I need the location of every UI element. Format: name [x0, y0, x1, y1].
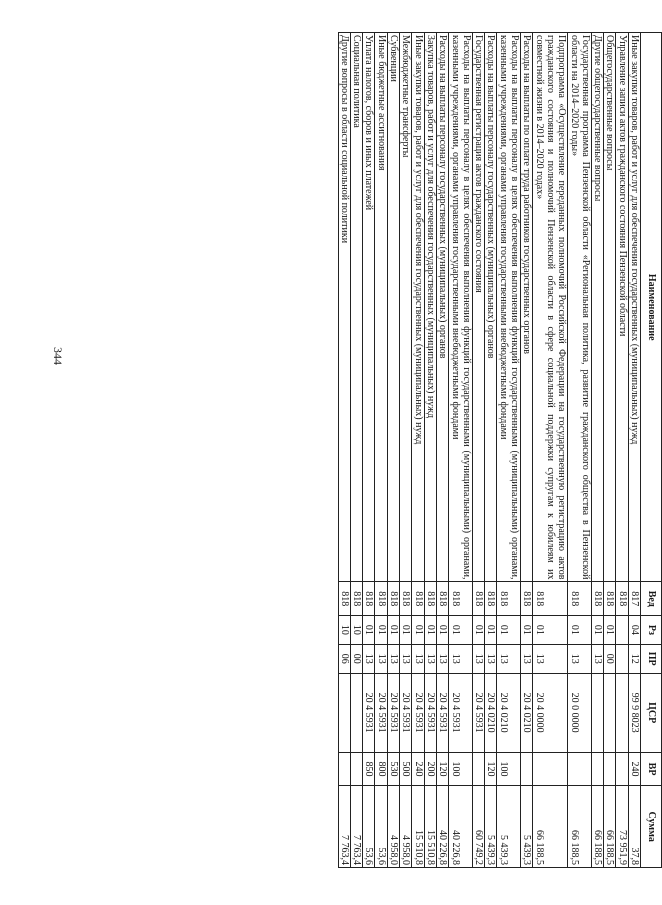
cell-rz: 01	[521, 616, 533, 645]
cell-csr: 20 0 0000	[568, 673, 592, 752]
cell-csr: 20 4 5931	[387, 673, 399, 752]
cell-ved: 818	[436, 582, 448, 616]
table-row	[412, 33, 424, 868]
table-row	[387, 33, 399, 868]
table-row	[375, 33, 387, 868]
cell-rz: 01	[604, 616, 616, 645]
cell-pr: 13	[533, 644, 568, 673]
cell-vr	[591, 752, 603, 786]
cell-vr: 120	[436, 752, 448, 786]
cell-vr	[521, 752, 533, 786]
cell-pr	[616, 644, 628, 673]
table-row	[350, 33, 362, 868]
table-row	[628, 33, 640, 868]
cell-pr: 13	[485, 644, 497, 673]
cell-name: Другие вопросы в области социальной политики	[338, 33, 350, 582]
header-pr: ПР	[641, 644, 662, 673]
cell-vr: 240	[412, 752, 424, 786]
table-row	[521, 33, 533, 868]
table-row	[472, 33, 484, 868]
cell-sum: 7 763,4	[350, 786, 362, 868]
cell-ved: 818	[604, 582, 616, 616]
table-row	[363, 33, 375, 868]
cell-csr	[604, 673, 616, 752]
cell-ved: 818	[338, 582, 350, 616]
cell-vr: 100	[497, 752, 521, 786]
cell-vr	[568, 752, 592, 786]
cell-vr: 100	[449, 752, 473, 786]
header-rz: Рз	[641, 616, 662, 645]
cell-rz: 01	[412, 616, 424, 645]
cell-pr: 00	[350, 644, 362, 673]
cell-sum: 40 226,8	[436, 786, 448, 868]
cell-pr: 06	[338, 644, 350, 673]
cell-csr: 20 4 0000	[533, 673, 568, 752]
cell-pr: 13	[424, 644, 436, 673]
cell-ved: 818	[424, 582, 436, 616]
cell-name: Межбюджетные трансферты	[400, 33, 412, 582]
rotated-page	[78, 32, 662, 868]
header-csr: ЦСР	[641, 673, 662, 752]
cell-ved: 817	[628, 582, 640, 616]
cell-csr: 20 4 5931	[363, 673, 375, 752]
cell-pr: 13	[363, 644, 375, 673]
cell-sum: 5 439,3	[485, 786, 497, 868]
table-row	[400, 33, 412, 868]
cell-name: Субвенции	[387, 33, 399, 582]
cell-pr: 13	[387, 644, 399, 673]
cell-pr: 13	[591, 644, 603, 673]
cell-vr: 120	[485, 752, 497, 786]
cell-rz: 10	[350, 616, 362, 645]
table-row	[533, 33, 568, 868]
cell-sum: 66 188,5	[604, 786, 616, 868]
cell-name: Закупка товаров, работ и услуг для обеспечения государственных (муниципальных) нужд	[424, 33, 436, 582]
cell-rz: 01	[387, 616, 399, 645]
table-header-row	[641, 33, 662, 868]
cell-name: Расходы на выплаты по оплате труда работников государственных органов	[521, 33, 533, 582]
cell-csr	[350, 673, 362, 752]
cell-ved: 818	[485, 582, 497, 616]
table-row	[568, 33, 592, 868]
cell-csr: 20 4 5931	[424, 673, 436, 752]
cell-name: Расходы на выплаты персоналу государственных (муниципальных) органов	[436, 33, 448, 582]
cell-vr	[533, 752, 568, 786]
cell-name: Расходы на выплаты персоналу государственных (муниципальных) органов	[485, 33, 497, 582]
cell-vr: 200	[424, 752, 436, 786]
header-name: Наименование	[641, 33, 662, 582]
cell-sum: 5 439,3	[521, 786, 533, 868]
cell-name: Государственная регистрация актов гражданского состояния	[472, 33, 484, 582]
cell-ved: 818	[363, 582, 375, 616]
cell-name: Государственная программа Пензенской области «Региональная политика, развитие гражданского общества в Пензенской области на 2014–2020 годы»	[568, 33, 592, 582]
cell-rz: 01	[375, 616, 387, 645]
cell-sum: 40 226,8	[449, 786, 473, 868]
cell-rz: 01	[363, 616, 375, 645]
cell-rz: 01	[472, 616, 484, 645]
budget-table	[338, 32, 662, 868]
table-row	[497, 33, 521, 868]
cell-name: Расходы на выплаты персоналу в целях обеспечения выполнения функций государственными (муниципальными) органами, казенными учреждениями, органами управления государственными внебюджетными фондами	[449, 33, 473, 582]
cell-name: Управление записи актов гражданского состояния Пензенской области	[616, 33, 628, 582]
table-row	[616, 33, 628, 868]
cell-vr	[338, 752, 350, 786]
cell-ved: 818	[616, 582, 628, 616]
cell-sum: 4 958,0	[387, 786, 399, 868]
cell-ved: 818	[387, 582, 399, 616]
cell-vr	[472, 752, 484, 786]
cell-pr: 13	[449, 644, 473, 673]
cell-sum: 73 951,9	[616, 786, 628, 868]
cell-sum: 60 749,2	[472, 786, 484, 868]
cell-ved: 818	[412, 582, 424, 616]
header-ved: Вед	[641, 582, 662, 616]
cell-csr: 20 4 0210	[497, 673, 521, 752]
cell-sum: 66 188,5	[533, 786, 568, 868]
cell-pr: 13	[412, 644, 424, 673]
cell-ved: 818	[449, 582, 473, 616]
cell-pr: 00	[604, 644, 616, 673]
cell-ved: 818	[591, 582, 603, 616]
cell-name: Другие общегосударственные вопросы	[591, 33, 603, 582]
cell-csr	[338, 673, 350, 752]
cell-ved: 818	[568, 582, 592, 616]
cell-sum: 15 510,8	[424, 786, 436, 868]
cell-sum: 66 188,5	[591, 786, 603, 868]
table-row	[338, 33, 350, 868]
table-body	[338, 33, 640, 868]
cell-sum: 7 763,4	[338, 786, 350, 868]
cell-rz: 10	[338, 616, 350, 645]
cell-sum: 15 510,8	[412, 786, 424, 868]
page-number: 344	[51, 347, 66, 365]
cell-rz: 04	[628, 616, 640, 645]
cell-ved: 818	[533, 582, 568, 616]
cell-sum: 4 958,0	[400, 786, 412, 868]
cell-sum: 53,6	[363, 786, 375, 868]
cell-vr: 530	[387, 752, 399, 786]
cell-ved: 818	[375, 582, 387, 616]
cell-rz: 01	[436, 616, 448, 645]
cell-name: Иные закупки товаров, работ и услуг для обеспечения государственных (муниципальных) нужд	[412, 33, 424, 582]
cell-pr: 13	[375, 644, 387, 673]
cell-csr: 20 4 5931	[449, 673, 473, 752]
cell-csr: 20 4 0210	[485, 673, 497, 752]
table-row	[604, 33, 616, 868]
cell-rz: 01	[449, 616, 473, 645]
cell-csr: 20 4 5931	[472, 673, 484, 752]
cell-name: Иные бюджетные ассигнования	[375, 33, 387, 582]
cell-csr: 20 4 5931	[375, 673, 387, 752]
cell-name: Уплата налогов, сборов и иных платежей	[363, 33, 375, 582]
cell-csr: 20 4 5931	[400, 673, 412, 752]
cell-pr: 12	[628, 644, 640, 673]
cell-name: Социальная политика	[350, 33, 362, 582]
cell-vr: 500	[400, 752, 412, 786]
cell-vr: 800	[375, 752, 387, 786]
cell-sum: 37,8	[628, 786, 640, 868]
header-vr: ВР	[641, 752, 662, 786]
cell-name: Иные закупки товаров, работ и услуг для обеспечения государственных (муниципальных) нужд	[628, 33, 640, 582]
table-row	[449, 33, 473, 868]
cell-name: Подпрограмма «Осуществление переданных полномочий Российской Федерации на государственную регистрацию актов гражданского состояния и полномочий Пензенской области в сфере социальной поддержки супругам к юбилеям их совместной жизни в 2014–2020 годах»	[533, 33, 568, 582]
cell-name: Расходы на выплаты персоналу в целях обеспечения выполнения функций государственными (муниципальными) органами, казенными учреждениями, органами управления государственными внебюджетными фондами	[497, 33, 521, 582]
cell-rz: 01	[533, 616, 568, 645]
cell-vr: 850	[363, 752, 375, 786]
table-row	[485, 33, 497, 868]
cell-rz: 01	[400, 616, 412, 645]
cell-pr: 13	[436, 644, 448, 673]
cell-csr: 20 4 5931	[412, 673, 424, 752]
cell-rz: 01	[424, 616, 436, 645]
cell-pr: 13	[497, 644, 521, 673]
cell-pr: 13	[472, 644, 484, 673]
cell-csr: 20 4 5931	[436, 673, 448, 752]
table-row	[436, 33, 448, 868]
cell-vr	[350, 752, 362, 786]
cell-pr: 13	[521, 644, 533, 673]
cell-rz: 01	[485, 616, 497, 645]
table-row	[591, 33, 603, 868]
cell-pr: 13	[568, 644, 592, 673]
cell-vr: 240	[628, 752, 640, 786]
cell-csr: 99 9 8023	[628, 673, 640, 752]
table-row	[424, 33, 436, 868]
cell-rz: 01	[591, 616, 603, 645]
cell-sum: 53,6	[375, 786, 387, 868]
cell-sum: 5 439,3	[497, 786, 521, 868]
cell-sum: 66 188,5	[568, 786, 592, 868]
cell-rz: 01	[497, 616, 521, 645]
cell-name: Общегосударственные вопросы	[604, 33, 616, 582]
cell-ved: 818	[350, 582, 362, 616]
cell-rz	[616, 616, 628, 645]
cell-csr: 20 4 0210	[521, 673, 533, 752]
cell-ved: 818	[497, 582, 521, 616]
cell-ved: 818	[521, 582, 533, 616]
cell-csr	[616, 673, 628, 752]
cell-vr	[616, 752, 628, 786]
cell-pr: 13	[400, 644, 412, 673]
header-sum: Сумма	[641, 786, 662, 868]
cell-csr	[591, 673, 603, 752]
rotated-content	[78, 32, 662, 868]
cell-vr	[604, 752, 616, 786]
cell-ved: 818	[472, 582, 484, 616]
cell-ved: 818	[400, 582, 412, 616]
cell-rz: 01	[568, 616, 592, 645]
